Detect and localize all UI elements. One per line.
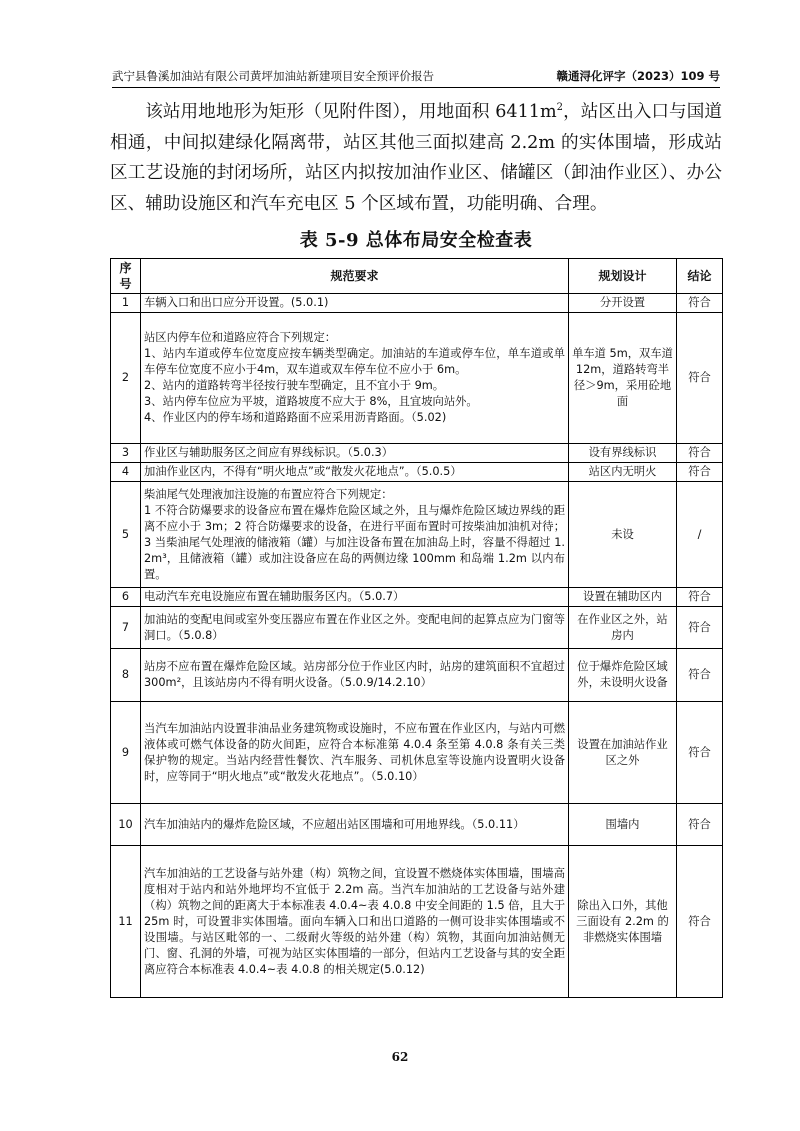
row-design: 设置在辅助区内 [569,588,677,607]
row-conclusion: 符合 [677,702,723,804]
row-number: 7 [111,607,141,649]
header-report-title: 武宁县鲁溪加油站有限公司黄坪加油站新建项目安全预评价报告 [112,69,434,83]
row-requirement: 加油作业区内，不得有“明火地点”或“散发火花地点”。（5.0.5） [141,463,569,482]
table-row [111,444,723,463]
table-row [111,846,723,998]
row-conclusion: 符合 [677,804,723,846]
row-design: 在作业区之外，站房内 [569,607,677,649]
row-conclusion: 符合 [677,607,723,649]
page-number: 62 [391,1050,409,1064]
area-unit-superscript: 2 [556,102,564,114]
row-number: 5 [111,482,141,588]
table-row [111,294,723,313]
row-conclusion: 符合 [677,313,723,444]
row-conclusion: / [677,482,723,588]
table-body [111,294,723,998]
table-row [111,463,723,482]
row-number: 10 [111,804,141,846]
row-requirement: 车辆入口和出口应分开设置。(5.0.1) [141,294,569,313]
row-number: 6 [111,588,141,607]
intro-paragraph [110,97,722,219]
row-design: 位于爆炸危险区域外，未设明火设备 [569,649,677,702]
row-requirement: 加油站的变配电间或室外变压器应布置在作业区之外。变配电间的起算点应为门窗等洞口。（5.0.8） [141,607,569,649]
header-no: 序号 [111,259,141,294]
table-row [111,588,723,607]
row-design: 设有界线标识 [569,444,677,463]
row-number: 2 [111,313,141,444]
header-document-number: 赣通浔化评字（2023）109 号 [556,69,720,83]
row-number: 9 [111,702,141,804]
header-conclusion: 结论 [677,259,723,294]
row-conclusion: 符合 [677,444,723,463]
row-number: 4 [111,463,141,482]
row-requirement: 站区内停车位和道路应符合下列规定： 1、站内车道或停车位宽度应按车辆类型确定。加油站的车道或停车位，单车道或单车停车位宽度不应小于4m，双车道或双车停车位不应小于 6m。 2、站内的道路转弯半径按行驶车型确定，且不宜小于 9m。 3、站内停车位应为平坡，道路坡度不应大于 8%，且宜坡向站外。 4、作业区内的停车场和道路路面不应采用沥青路面。（5.02) [141,313,569,444]
row-design: 围墙内 [569,804,677,846]
header-requirement: 规范要求 [141,259,569,294]
safety-checklist-table [110,258,723,998]
row-requirement: 作业区与辅助服务区之间应有界线标识。（5.0.3） [141,444,569,463]
row-design: 除出入口外，其他三面设有 2.2m 的非燃烧实体围墙 [569,846,677,998]
row-design: 设置在加油站作业区之外 [569,702,677,804]
row-requirement: 当汽车加油站内设置非油品业务建筑物或设施时，不应布置在作业区内，与站内可燃液体或可燃气体设备的防火间距，应符合本标准第 4.0.4 条至第 4.0.8 条有关三类保护物的规定。当站内经营性餐饮、汽车服务、司机休息室等设施内设置明火设备时，应等同于“明火地点”或“散发火花地点”。（5.0.10） [141,702,569,804]
row-requirement: 站房不应布置在爆炸危险区域。站房部分位于作业区内时，站房的建筑面积不宜超过 300m²，且该站房内不得有明火设备。（5.0.9/14.2.10） [141,649,569,702]
table-row [111,607,723,649]
row-conclusion: 符合 [677,463,723,482]
row-design: 站区内无明火 [569,463,677,482]
row-requirement: 电动汽车充电设施应布置在辅助服务区内。（5.0.7） [141,588,569,607]
table-row [111,313,723,444]
row-design: 单车道 5m，双车道12m，道路转弯半径＞9m，采用砼地面 [569,313,677,444]
intro-text-before: 该站用地地形为矩形（见附件图），用地面积 6411m [145,102,557,122]
intro-text-after: ，站区出入口与国道相通，中间拟建绿化隔离带，站区其他三面拟建高 2.2m 的实体围墙，形成站区工艺设施的封闭场所，站区内拟按加油作业区、储罐区（卸油作业区）、办公区、辅助设施区和汽车充电区 5 个区域布置，功能明确、合理。 [110,102,722,214]
row-conclusion: 符合 [677,294,723,313]
row-requirement: 柴油尾气处理液加注设施的布置应符合下列规定： 1 不符合防爆要求的设备应布置在爆炸危险区域之外，且与爆炸危险区域边界线的距离不应小于 3m；2 符合防爆要求的设备，在进行平面布置时可按柴油加油机对待；3 当柴油尾气处理液的储液箱（罐）与加注设备布置在加油岛上时，容量不得超过 1.2m³，且储液箱（罐）或加注设备应在岛的两侧边缘 100mm 和岛端 1.2m 以内布置。 [141,482,569,588]
row-design: 分开设置 [569,294,677,313]
row-conclusion: 符合 [677,846,723,998]
page-header [112,67,720,88]
row-conclusion: 符合 [677,649,723,702]
row-number: 8 [111,649,141,702]
row-requirement: 汽车加油站内的爆炸危险区域，不应超出站区围墙和可用地界线。（5.0.11） [141,804,569,846]
row-conclusion: 符合 [677,588,723,607]
table-header-row [111,259,723,294]
row-requirement: 汽车加油站的工艺设备与站外建（构）筑物之间，宜设置不燃烧体实体围墙，围墙高度相对于站内和站外地坪均不宜低于 2.2m 高。当汽车加油站的工艺设备与站外建（构）筑物之间的距离大于本标准表 4.0.4~表 4.0.8 中安全间距的 1.5 倍，且大于 25m 时，可设置非实体围墙。面向车辆入口和出口道路的一侧可设非实体围墙或不设围墙。与站区毗邻的一、二级耐火等级的站外建（构）筑物，其面向加油站侧无门、窗、孔洞的外墙，可视为站区实体围墙的一部分，但站内工艺设备与其的安全距离应符合本标准表 4.0.4~表 4.0.8 的相关规定(5.0.12) [141,846,569,998]
table-caption: 表 5-9 总体布局安全检查表 [299,230,533,251]
row-number: 1 [111,294,141,313]
table-row [111,804,723,846]
table-row [111,649,723,702]
table-row [111,702,723,804]
row-number: 11 [111,846,141,998]
row-number: 3 [111,444,141,463]
header-design: 规划设计 [569,259,677,294]
row-design: 未设 [569,482,677,588]
table-row [111,482,723,588]
